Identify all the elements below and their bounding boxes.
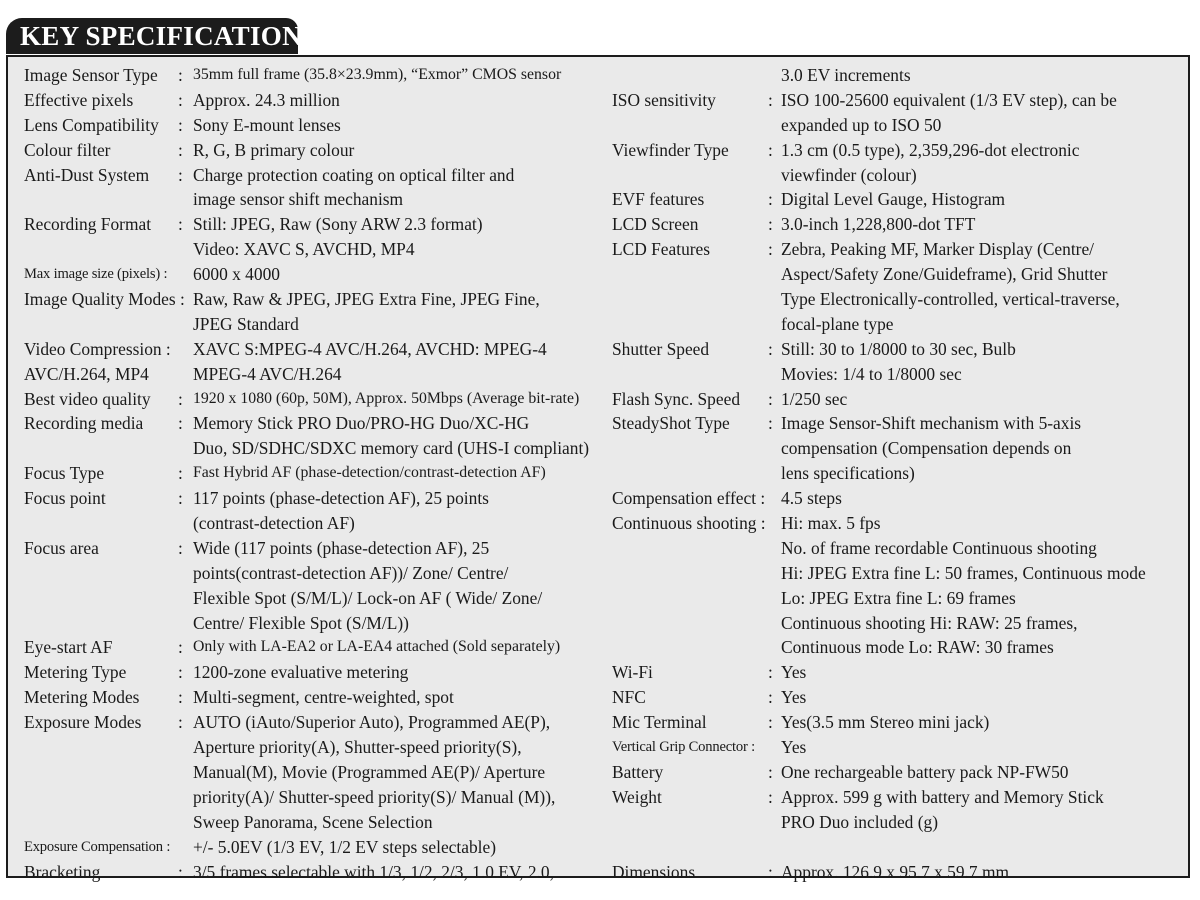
spec-separator: : <box>178 861 183 882</box>
spec-value-line: +/- 5.0EV (1/3 EV, 1/2 EV steps selectable) <box>193 836 496 857</box>
spec-row-focus-area <box>24 536 604 636</box>
spec-row-exposure-modes <box>24 710 604 834</box>
spec-value-line: Only with LA-EA2 or LA-EA4 attached (Sold separately) <box>193 638 561 656</box>
spec-label: Lens Compatibility <box>24 114 159 135</box>
specs-right-column <box>612 63 1184 884</box>
spec-label: Image Quality Modes : <box>24 289 185 310</box>
spec-row-blank <box>612 835 1184 860</box>
spec-value <box>781 138 1184 188</box>
spec-value-line: Continuous shooting Hi: RAW: 25 frames, <box>781 612 1078 633</box>
spec-value <box>193 362 604 387</box>
spec-value-line: Hi: max. 5 fps <box>781 513 881 534</box>
spec-value-line: focal-plane type <box>781 313 894 334</box>
spec-value-line: Multi-segment, centre-weighted, spot <box>193 687 454 708</box>
spec-label: Mic Terminal <box>612 712 707 733</box>
spec-value-line: Fast Hybrid AF (phase-detection/contrast-detection AF) <box>193 464 546 482</box>
spec-separator: : <box>178 65 183 85</box>
spec-label: Focus Type <box>24 463 105 484</box>
spec-separator: : <box>178 537 183 558</box>
spec-separator: : <box>178 488 183 509</box>
spec-value-line: Aspect/Safety Zone/Guideframe), Grid Shutter <box>781 264 1108 285</box>
spec-label: Focus point <box>24 488 106 509</box>
spec-separator: : <box>178 687 183 708</box>
spec-value-line: 35mm full frame (35.8×23.9mm), “Exmor” CMOS sensor <box>193 66 562 83</box>
spec-value <box>781 187 1184 212</box>
spec-value <box>193 710 604 834</box>
spec-value <box>193 860 604 885</box>
spec-value <box>193 212 604 262</box>
spec-value <box>781 88 1184 138</box>
spec-row-exposure-compensation <box>24 835 604 860</box>
spec-value-line: Video: XAVC S, AVCHD, MP4 <box>193 239 415 260</box>
spec-label: Anti-Dust System <box>24 164 150 185</box>
spec-value-line: Lo: JPEG Extra fine L: 69 frames <box>781 587 1016 608</box>
spec-value-line: Image Sensor-Shift mechanism with 5-axis <box>781 413 1082 434</box>
spec-value-line: 3/5 frames selectable with 1/3, 1/2, 2/3, 1.0 EV, 2.0, <box>193 861 554 882</box>
spec-value <box>193 536 604 636</box>
spec-value <box>781 735 1184 760</box>
spec-value-line: Yes <box>781 737 807 758</box>
spec-value-line: Flexible Spot (S/M/L)/ Lock-on AF ( Wide/ Zone/ <box>193 587 543 608</box>
spec-label: Bracketing <box>24 861 101 882</box>
spec-value <box>193 287 604 337</box>
spec-label: Wi-Fi <box>612 662 653 683</box>
spec-separator: : <box>178 712 183 733</box>
spec-value-line: points(contrast-detection AF))/ Zone/ Centre/ <box>193 562 509 583</box>
spec-row-lcd-screen <box>612 212 1184 237</box>
spec-value-line: 1/250 sec <box>781 388 848 409</box>
spec-value <box>193 635 604 660</box>
spec-value <box>781 411 1184 486</box>
spec-value-line <box>781 835 1184 860</box>
spec-separator: : <box>768 239 773 260</box>
spec-value-line: image sensor shift mechanism <box>193 189 404 210</box>
spec-separator: : <box>178 214 183 235</box>
spec-value-line: ISO 100-25600 equivalent (1/3 EV step), can be <box>781 89 1117 110</box>
spec-value-line: Charge protection coating on optical filter and <box>193 164 515 185</box>
spec-row-image-quality-modes <box>24 287 604 337</box>
spec-row-recording-media <box>24 411 604 461</box>
spec-separator: : <box>178 637 183 658</box>
spec-label: EVF features <box>612 189 705 210</box>
spec-row-vertical-grip-connector <box>612 735 1184 760</box>
spec-label: AVC/H.264, MP4 <box>24 363 149 384</box>
spec-value-line: Hi: JPEG Extra fine L: 50 frames, Continuous mode <box>781 562 1146 583</box>
spec-separator: : <box>178 388 183 409</box>
spec-value <box>781 387 1184 412</box>
specifications-panel <box>6 55 1190 882</box>
spec-value-line: Movies: 1/4 to 1/8000 sec <box>781 363 962 384</box>
spec-value-line: 1920 x 1080 (60p, 50M), Approx. 50Mbps (Average bit-rate) <box>193 389 580 407</box>
spec-row-best-video-quality <box>24 387 604 412</box>
spec-label: Vertical Grip Connector : <box>612 739 755 756</box>
spec-separator: : <box>768 338 773 359</box>
spec-row-steadyshot-type <box>612 411 1184 486</box>
spec-row-mic-terminal <box>612 710 1184 735</box>
spec-label: Exposure Modes <box>24 712 142 733</box>
spec-value-line: JPEG Standard <box>193 313 299 334</box>
spec-row-max-image-size-pixels <box>24 262 604 287</box>
spec-value-line: Wide (117 points (phase-detection AF), 25 <box>193 537 490 558</box>
spec-value <box>781 685 1184 710</box>
spec-value-line: Zebra, Peaking MF, Marker Display (Centre/ <box>781 239 1095 260</box>
spec-row-eye-start-af <box>24 635 604 660</box>
spec-value-line: Yes <box>781 662 807 683</box>
spec-value-line: 3.0-inch 1,228,800-dot TFT <box>781 214 976 235</box>
spec-value-line: 117 points (phase-detection AF), 25 points <box>193 488 489 509</box>
spec-value <box>781 785 1184 835</box>
spec-value-line: expanded up to ISO 50 <box>781 114 942 135</box>
spec-label: Viewfinder Type <box>612 139 729 160</box>
spec-value-line: Manual(M), Movie (Programmed AE(P)/ Aperture <box>193 761 546 782</box>
spec-label: Eye-start AF <box>24 637 113 658</box>
spec-value <box>193 387 604 412</box>
spec-value <box>193 337 604 362</box>
spec-value <box>781 511 1184 660</box>
spec-label: Best video quality <box>24 388 151 409</box>
spec-value-line: Centre/ Flexible Spot (S/M/L)) <box>193 612 409 633</box>
spec-row-evf-features <box>612 187 1184 212</box>
spec-label: Video Compression : <box>24 338 171 359</box>
spec-value <box>193 88 604 113</box>
spec-separator: : <box>768 786 773 807</box>
spec-separator: : <box>178 114 183 135</box>
spec-value-line: Memory Stick PRO Duo/PRO-HG Duo/XC-HG <box>193 413 530 434</box>
spec-label: Metering Type <box>24 662 127 683</box>
spec-value-line: 3.0 EV increments <box>781 65 911 85</box>
spec-label: Max image size (pixels) : <box>24 266 168 283</box>
spec-value-line: Aperture priority(A), Shutter-speed priority(S), <box>193 737 522 758</box>
spec-row-iso-sensitivity <box>612 88 1184 138</box>
spec-label: Metering Modes <box>24 687 140 708</box>
spec-value-line: Still: 30 to 1/8000 to 30 sec, Bulb <box>781 338 1016 359</box>
spec-label: Dimensions <box>612 861 696 882</box>
spec-label: LCD Features <box>612 239 711 260</box>
spec-separator: : <box>768 189 773 210</box>
spec-row-dimensions <box>612 860 1184 885</box>
spec-separator: : <box>768 761 773 782</box>
spec-value <box>193 63 604 88</box>
spec-value-line: One rechargeable battery pack NP-FW50 <box>781 761 1069 782</box>
spec-value-line: MPEG-4 AVC/H.264 <box>193 363 342 384</box>
spec-value-line: XAVC S:MPEG-4 AVC/H.264, AVCHD: MPEG-4 <box>193 338 547 359</box>
spec-label: Image Sensor Type <box>24 65 158 85</box>
spec-value <box>781 486 1184 511</box>
spec-row-effective-pixels <box>24 88 604 113</box>
spec-separator: : <box>768 139 773 160</box>
spec-row-metering-type <box>24 660 604 685</box>
spec-value-line: Raw, Raw & JPEG, JPEG Extra Fine, JPEG Fine, <box>193 289 540 310</box>
spec-value-line: AUTO (iAuto/Superior Auto), Programmed AE(P), <box>193 712 551 733</box>
spec-value <box>193 262 604 287</box>
spec-value-line: Continuous mode Lo: RAW: 30 frames <box>781 637 1054 658</box>
spec-value <box>193 411 604 461</box>
spec-value <box>781 710 1184 735</box>
spec-separator: : <box>178 662 183 683</box>
spec-separator: : <box>178 139 183 160</box>
spec-separator: : <box>768 388 773 409</box>
spec-value-line: compensation (Compensation depends on <box>781 438 1072 459</box>
spec-value-line: No. of frame recordable Continuous shooting <box>781 537 1097 558</box>
spec-value <box>193 461 604 486</box>
spec-value-line: Type Electronically-controlled, vertical-traverse, <box>781 289 1120 310</box>
spec-label: SteadyShot Type <box>612 413 730 434</box>
spec-row-avc-h-264-mp4 <box>24 362 604 387</box>
spec-row-compensation-effect <box>612 486 1184 511</box>
spec-value-line: lens specifications) <box>781 463 915 484</box>
specs-left-column <box>24 63 604 884</box>
spec-label: Shutter Speed <box>612 338 710 359</box>
spec-value-line: Digital Level Gauge, Histogram <box>781 189 1006 210</box>
spec-value-line: viewfinder (colour) <box>781 164 917 185</box>
spec-value-line: 1.3 cm (0.5 type), 2,359,296-dot electronic <box>781 139 1080 160</box>
spec-row-focus-type <box>24 461 604 486</box>
spec-separator: : <box>768 662 773 683</box>
spec-value <box>781 660 1184 685</box>
spec-separator: : <box>178 463 183 484</box>
spec-value-line: Approx. 24.3 million <box>193 89 340 110</box>
spec-separator: : <box>768 214 773 235</box>
spec-value-line: 4.5 steps <box>781 488 842 509</box>
spec-value <box>193 660 604 685</box>
spec-label: Recording Format <box>24 214 152 235</box>
spec-value <box>193 138 604 163</box>
spec-value-line: Approx. 599 g with battery and Memory Stick <box>781 786 1104 807</box>
spec-value-line: 6000 x 4000 <box>193 264 280 285</box>
spec-row-weight <box>612 785 1184 835</box>
header-bar <box>6 18 1194 56</box>
spec-value-line: Sony E-mount lenses <box>193 114 341 135</box>
spec-label: Colour filter <box>24 139 111 160</box>
spec-value-line: Duo, SD/SDHC/SDXC memory card (UHS-I compliant) <box>193 438 590 459</box>
spec-label: Compensation effect : <box>612 488 766 509</box>
spec-row-image-sensor-type <box>24 63 604 88</box>
spec-value <box>193 113 604 138</box>
spec-value <box>193 486 604 536</box>
spec-row-wi-fi <box>612 660 1184 685</box>
spec-separator: : <box>768 861 773 882</box>
spec-value <box>781 212 1184 237</box>
spec-row-flash-sync-speed <box>612 387 1184 412</box>
spec-label: ISO sensitivity <box>612 89 716 110</box>
spec-value-line: R, G, B primary colour <box>193 139 355 160</box>
spec-separator: : <box>178 164 183 185</box>
spec-separator: : <box>178 413 183 434</box>
spec-value <box>781 835 1184 860</box>
spec-label: Weight <box>612 786 662 807</box>
spec-value <box>781 237 1184 337</box>
spec-label: LCD Screen <box>612 214 699 235</box>
spec-separator: : <box>768 712 773 733</box>
spec-label: Battery <box>612 761 664 782</box>
spec-value-line: Yes(3.5 mm Stereo mini jack) <box>781 712 990 733</box>
spec-label: Exposure Compensation : <box>24 838 171 855</box>
spec-separator: : <box>768 687 773 708</box>
spec-row-nfc <box>612 685 1184 710</box>
spec-value-line: PRO Duo included (g) <box>781 811 938 832</box>
spec-row-lcd-features <box>612 237 1184 337</box>
spec-value <box>781 760 1184 785</box>
spec-label: Continuous shooting : <box>612 513 766 534</box>
spec-row-lens-compatibility <box>24 113 604 138</box>
spec-label: Flash Sync. Speed <box>612 388 741 409</box>
spec-row-viewfinder-type <box>612 138 1184 188</box>
spec-value-line: Still: JPEG, Raw (Sony ARW 2.3 format) <box>193 214 483 235</box>
spec-label: NFC <box>612 687 646 708</box>
spec-row-recording-format <box>24 212 604 262</box>
spec-label: Focus area <box>24 537 99 558</box>
spec-value <box>193 163 604 213</box>
spec-row-metering-modes <box>24 685 604 710</box>
spec-row-shutter-speed <box>612 337 1184 387</box>
spec-value <box>193 835 604 860</box>
spec-value <box>781 63 1184 88</box>
spec-row-continuous-shooting <box>612 511 1184 660</box>
spec-value-line: Sweep Panorama, Scene Selection <box>193 811 433 832</box>
spec-row-bracketing <box>24 860 604 885</box>
spec-value-line: Approx. 126.9 x 95.7 x 59.7 mm <box>781 861 1010 882</box>
spec-label: Effective pixels <box>24 89 134 110</box>
spec-value <box>781 337 1184 387</box>
spec-row-battery <box>612 760 1184 785</box>
spec-value-line: (contrast-detection AF) <box>193 513 355 534</box>
spec-separator: : <box>768 89 773 110</box>
spec-row-video-compression <box>24 337 604 362</box>
spec-value <box>781 860 1184 885</box>
spec-value-line: priority(A)/ Shutter-speed priority(S)/ Manual (M)), <box>193 786 556 807</box>
spec-row-colour-filter <box>24 138 604 163</box>
section-title: KEY SPECIFICATIONS <box>6 18 298 54</box>
spec-value-line: 1200-zone evaluative metering <box>193 662 409 683</box>
spec-value-line: Yes <box>781 687 807 708</box>
spec-row-blank <box>612 63 1184 88</box>
spec-row-focus-point <box>24 486 604 536</box>
spec-label: Recording media <box>24 413 144 434</box>
spec-separator: : <box>178 89 183 110</box>
spec-row-anti-dust-system <box>24 163 604 213</box>
spec-separator: : <box>768 413 773 434</box>
spec-value <box>193 685 604 710</box>
